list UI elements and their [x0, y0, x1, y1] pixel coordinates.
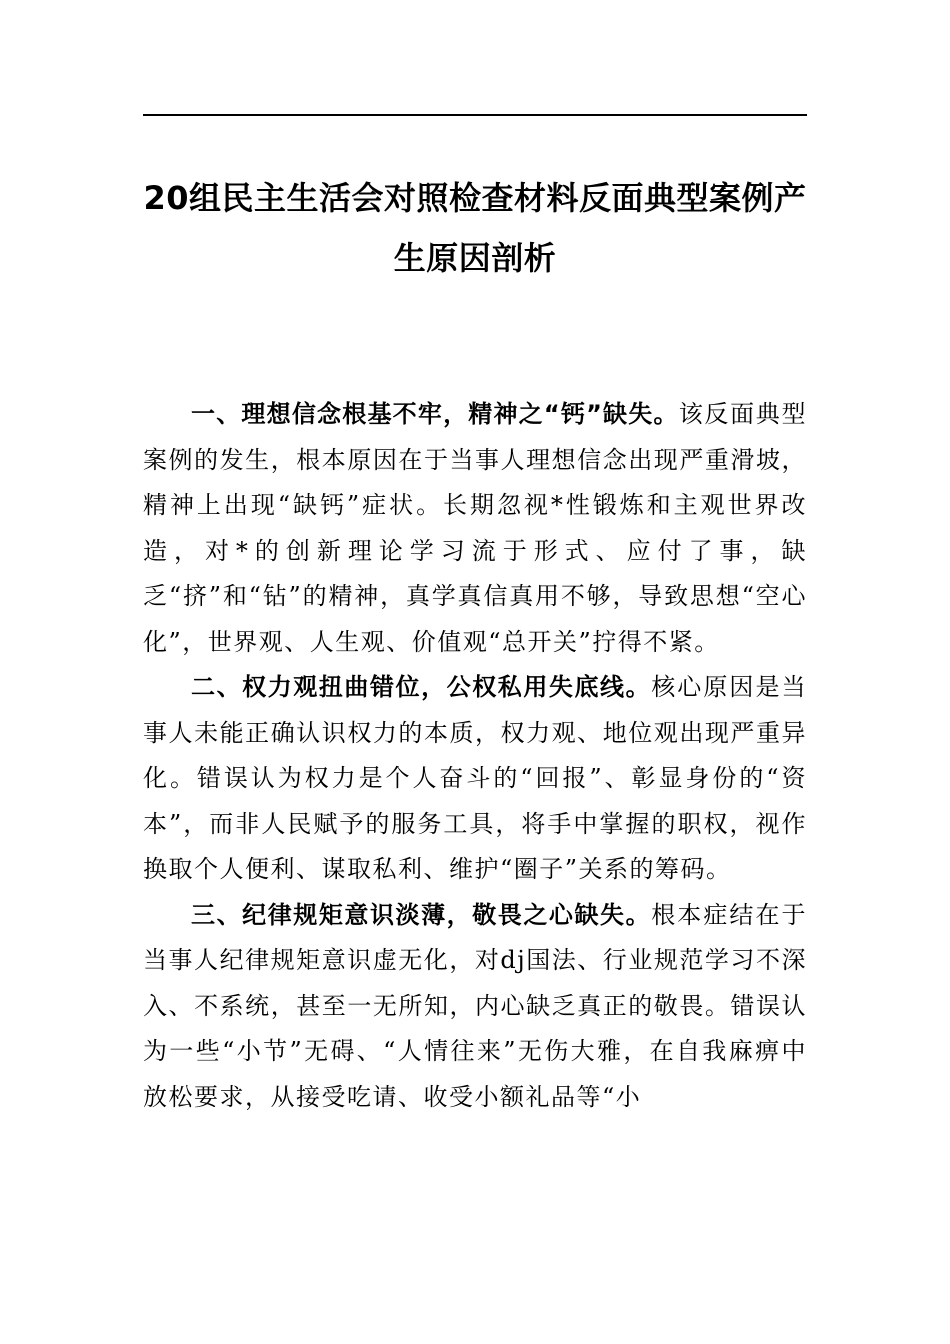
section-heading-1: 一、理想信念根基不牢，精神之“钙”缺失。 [191, 400, 679, 428]
header-rule [143, 114, 807, 116]
section-text-1: 该反面典型案例的发生，根本原因在于当事人理想信念出现严重滑坡，精神上出现“缺钙”症状。长期忽视*性锻炼和主观世界改造，对*的创新理论学习流于形式、应付了事，缺乏“挤”和“钻”的精神，真学真信真用不够，导致思想“空心化”，世界观、人生观、价值观“总开关”拧得不紧。 [143, 400, 808, 656]
document-body [143, 392, 807, 1120]
section-paragraph-3 [143, 893, 807, 1121]
section-text-2: 核心原因是当事人未能正确认识权力的本质，权力观、地位观出现严重异化。错误认为权力是个人奋斗的“回报”、彰显身份的“资本”，而非人民赋予的服务工具，将手中掌握的职权，视作换取个人便利、谋取私利、维护“圈子”关系的筹码。 [143, 673, 808, 883]
section-paragraph-1 [143, 392, 807, 665]
document-title: 20组民主生活会对照检查材料反面典型案例产生原因剖析 [143, 179, 807, 277]
section-paragraph-2 [143, 665, 807, 893]
section-heading-3: 三、纪律规矩意识淡薄，敬畏之心缺失。 [191, 900, 652, 929]
section-text-3: 根本症结在于当事人纪律规矩意识虚无化，对dj国法、行业规范学习不深入、不系统，甚至一无所知，内心缺乏真正的敬畏。错误认为一些“小节”无碍、“人情往来”无伤大雅，在自我麻痹中放松要求，从接受吃请、收受小额礼品等“小 [143, 900, 808, 1111]
section-heading-2: 二、权力观扭曲错位，公权私用失底线。 [191, 673, 652, 701]
